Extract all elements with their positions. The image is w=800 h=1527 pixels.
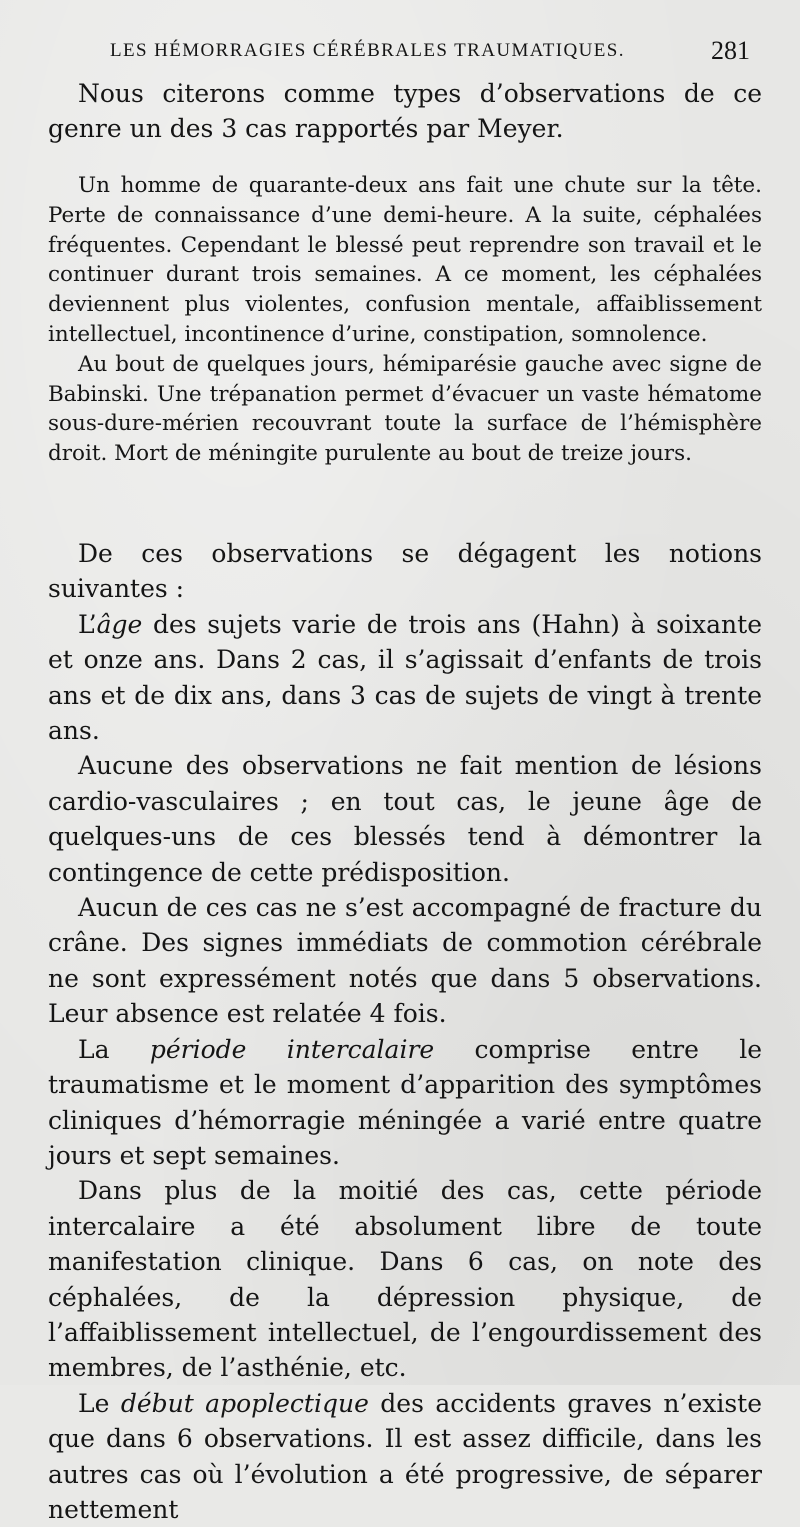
period-term: période intercalaire <box>149 1034 435 1064</box>
discussion-paragraph-onset <box>48 1386 762 1527</box>
age-term: âge <box>96 609 143 639</box>
discussion-paragraph-1: De ces observations se dégagent les notions suivantes : <box>48 539 762 604</box>
intro-block <box>48 76 762 147</box>
discussion-paragraph-clinical: Dans plus de la moitié des cas, cette période intercalaire a été absolument libre de toute manifestation clinique. Dans 6 cas, on note des céphalées, de la dépression physique, de l’affaiblissement intellectuel, de l’engourdissement des membres, de l’asthénie, etc. <box>48 1176 762 1383</box>
age-lead: L’ <box>78 609 97 639</box>
onset-term: début apoplectique <box>120 1388 369 1418</box>
running-head <box>110 36 750 66</box>
period-lead: La <box>78 1034 150 1064</box>
running-title: LES HÉMORRAGIES CÉRÉBRALES TRAUMATIQUES. <box>110 40 625 61</box>
period-rest: comprise entre le traumatisme et le moment d’apparition des symptômes cliniques d’hémorragie méningée a varié entre quatre jours et sept semaines. <box>48 1034 762 1170</box>
observation-paragraph-1: Un homme de quarante-deux ans fait une chute sur la tête. Perte de connaissance d’une demi-heure. A la suite, céphalées fréquentes. Cependant le blessé peut reprendre son travail et le continuer durant trois semaines. A ce moment, les céphalées deviennent plus violentes, confusion mentale, affaiblissement intellectuel, incontinence d’urine, constipation, somnolence. <box>48 173 762 347</box>
discussion-paragraph-fracture: Aucun de ces cas ne s’est accompagné de fracture du crâne. Des signes immédiats de commotion cérébrale ne sont expressément notés que dans 5 observations. Leur absence est relatée 4 fois. <box>48 893 762 1029</box>
discussion-paragraph-period <box>48 1032 762 1174</box>
observation-paragraph-2: Au bout de quelques jours, hémiparésie gauche avec signe de Babinski. Une trépanation permet d’évacuer un vaste hématome sous-dure-mérien recouvrant toute la surface de l’hémisphère droit. Mort de méningite purulente au bout de treize jours. <box>48 351 762 467</box>
age-rest: des sujets varie de trois ans (Hahn) à soixante et onze ans. Dans 2 cas, il s’agissait d’enfants de trois ans et de dix ans, dans 3 cas de sujets de vingt à trente ans. <box>48 609 762 746</box>
onset-lead: Le <box>78 1388 121 1418</box>
observation-block <box>48 171 762 469</box>
intro-paragraph: Nous citerons comme types d’observations de ce genre un des 3 cas rapportés par Meyer. <box>48 79 762 144</box>
page-number: 281 <box>711 36 750 65</box>
discussion-paragraph-cardio: Aucune des observations ne fait mention de lésions cardio-vasculaires ; en tout cas, le jeune âge de quelques-uns de ces blessés tend à démontrer la contingence de cette prédisposition. <box>48 751 762 887</box>
discussion-paragraph-age <box>48 607 762 749</box>
onset-rest: des accidents graves n’existe que dans 6 observations. Il est assez difficile, dans les autres cas où l’évolution a été progressive, de séparer nettement <box>48 1388 763 1524</box>
discussion-block <box>48 536 762 1527</box>
